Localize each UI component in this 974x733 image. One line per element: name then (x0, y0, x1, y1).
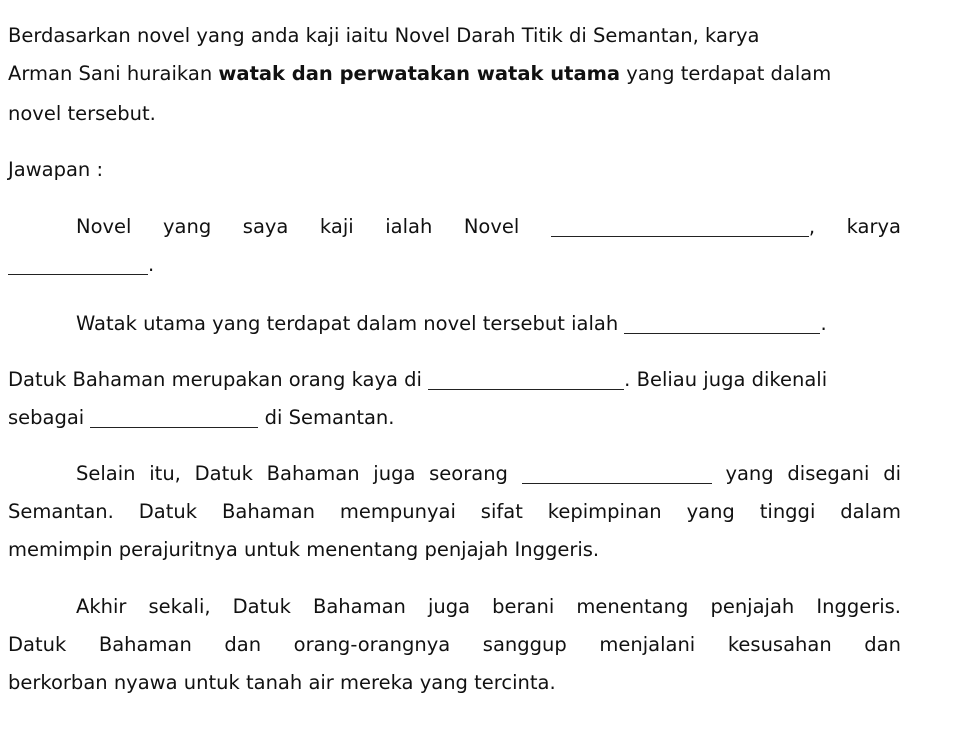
p4-text-a: Selain itu, Datuk Bahaman juga seorang (76, 462, 508, 485)
p1-word: saya (242, 215, 289, 238)
question-bold-phrase: watak dan perwatakan watak utama (218, 62, 621, 85)
p1-comma: , (808, 215, 816, 238)
question-line-1: Berdasarkan novel yang anda kaji iaitu Novel Darah Titik di Semantan, karya (8, 24, 760, 47)
place-blank[interactable] (428, 388, 624, 390)
p1-word: Novel (76, 215, 132, 238)
p2-text: Watak utama yang terdapat dalam novel tersebut ialah (76, 312, 619, 335)
answer-p1-line-1 (76, 213, 901, 241)
p3-text-b: . Beliau juga dikenali (624, 368, 828, 391)
main-character-blank[interactable] (624, 332, 820, 334)
p1-word: Novel (463, 215, 520, 238)
answer-p1-line-2 (8, 251, 901, 279)
title-blank[interactable] (90, 426, 258, 428)
p1-word: ialah (385, 215, 433, 238)
question-line-2-end: yang terdapat dalam (620, 62, 832, 85)
answer-p3-line-2 (8, 404, 901, 432)
answer-label: Jawapan : (8, 158, 104, 181)
question-line-2-text: Arman Sani huraikan (8, 62, 219, 85)
p1-word-karya: karya (846, 215, 901, 238)
p1-word: kaji (319, 215, 354, 238)
author-blank[interactable] (8, 273, 148, 275)
p2-end: . (820, 312, 827, 335)
question-line-2 (8, 60, 901, 88)
question-line-3: novel tersebut. (8, 102, 156, 125)
p3-text-a: Datuk Bahaman merupakan orang kaya di (8, 368, 422, 391)
answer-p5-line-1: Akhir sekali, Datuk Bahaman juga berani menentang penjajah Inggeris. (76, 595, 901, 618)
answer-p2-line (76, 310, 901, 338)
role-blank[interactable] (522, 482, 712, 484)
answer-p4-line-1 (76, 460, 901, 488)
answer-p3-line-1 (8, 366, 901, 394)
answer-p5-line-3: berkorban nyawa untuk tanah air mereka yang tercinta. (8, 671, 556, 694)
answer-p4-line-3: memimpin perajuritnya untuk menentang penjajah Inggeris. (8, 538, 600, 561)
novel-title-blank[interactable] (551, 215, 815, 238)
p4-text-b: yang disegani di (725, 462, 901, 485)
p3-text-d: di Semantan. (264, 406, 395, 429)
answer-p4-line-2: Semantan. Datuk Bahaman mempunyai sifat kepimpinan yang tinggi dalam (8, 500, 901, 523)
p1-end: . (148, 253, 155, 276)
p1-word: yang (163, 215, 212, 238)
p3-text-c: sebagai (8, 406, 85, 429)
answer-p5-line-2: Datuk Bahaman dan orang-orangnya sanggup menjalani kesusahan dan (8, 633, 901, 656)
